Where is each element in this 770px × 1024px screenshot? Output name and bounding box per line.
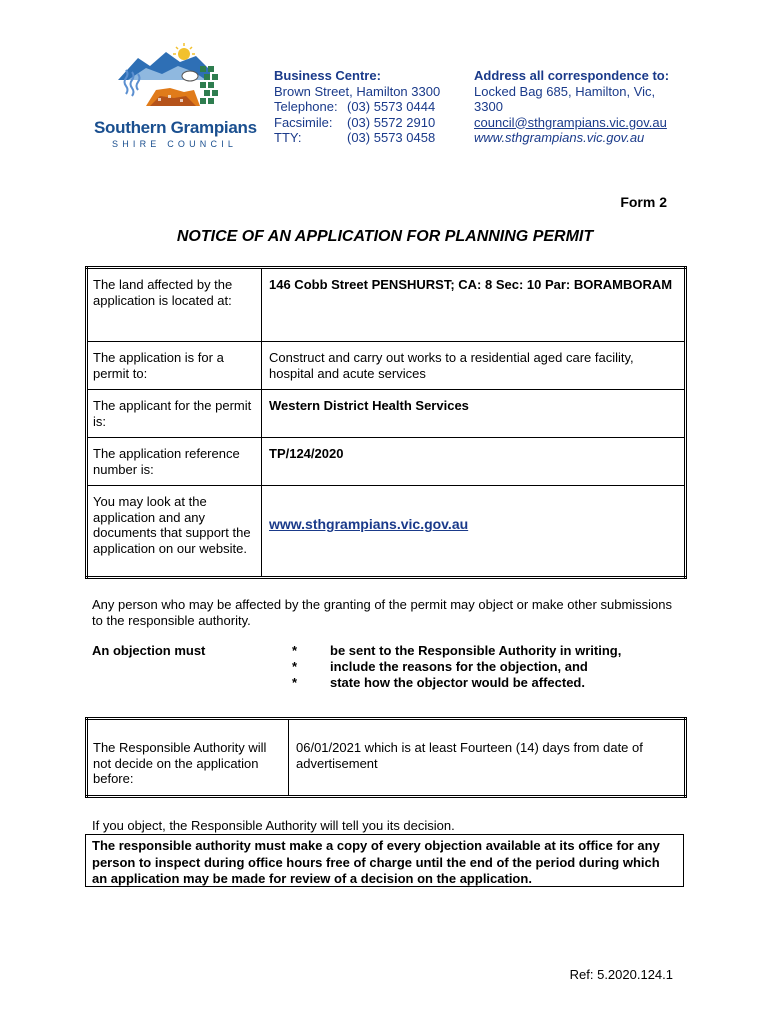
objection-points bbox=[290, 643, 621, 692]
council-logo bbox=[88, 40, 258, 155]
business-street: Brown Street, Hamilton 3300 bbox=[274, 83, 441, 99]
bullet-star: * bbox=[292, 675, 298, 691]
objection-label: An objection must bbox=[92, 643, 206, 658]
correspondence-line1: Locked Bag 685, Hamilton, Vic, bbox=[474, 83, 656, 99]
purpose-label: The application is for a permit to: bbox=[87, 342, 262, 390]
notice-box: The responsible authority must make a copy of every objection available at its office for any person to inspect during office hours free of charge until the end of the period during which an application may be made for review of a decision on the application. bbox=[85, 834, 684, 887]
bullet-star: * bbox=[292, 643, 298, 658]
website-link[interactable]: www.sthgrampians.vic.gov.au bbox=[269, 516, 469, 532]
applicant-value: Western District Health Services bbox=[262, 390, 686, 438]
southern-grampians-logo-icon bbox=[88, 40, 258, 120]
business-contacts bbox=[274, 99, 440, 146]
correspondence bbox=[474, 68, 669, 146]
objection-point: be sent to the Responsible Authority in writing, bbox=[330, 643, 622, 658]
business-centre bbox=[274, 68, 440, 146]
decision-value: 06/01/2021 which is at least Fourteen (14) days from date of advertisement bbox=[289, 719, 686, 797]
website-cell bbox=[262, 486, 686, 578]
bullet-star: * bbox=[292, 659, 298, 675]
decision-label: The Responsible Authority will not decide on the application before: bbox=[87, 719, 289, 797]
phone-value: (03) 5573 0444 bbox=[347, 99, 436, 114]
applicant-label: The applicant for the permit is: bbox=[87, 390, 262, 438]
table-row bbox=[87, 342, 686, 390]
fax-label: Facsimile: bbox=[274, 114, 333, 130]
council-website-text: www.sthgrampians.vic.gov.au bbox=[474, 130, 645, 145]
reference-value: TP/124/2020 bbox=[262, 438, 686, 486]
fax-value: (03) 5572 2910 bbox=[347, 114, 436, 130]
land-label: The land affected by the application is located at: bbox=[87, 268, 262, 342]
logo-name: Southern Grampians bbox=[94, 118, 257, 137]
reference-label: The application reference number is: bbox=[87, 438, 262, 486]
objection-point: state how the objector would be affected. bbox=[330, 675, 585, 691]
form-number: Form 2 bbox=[620, 194, 667, 210]
purpose-value: Construct and carry out works to a residential aged care facility, hospital and acute services bbox=[262, 342, 686, 390]
objection-point: include the reasons for the objection, and bbox=[330, 659, 588, 675]
decision-table bbox=[85, 717, 687, 798]
table-row bbox=[87, 390, 686, 438]
logo-subtitle: SHIRE COUNCIL bbox=[112, 139, 238, 149]
table-row bbox=[87, 486, 686, 578]
tty-value: (03) 5573 0458 bbox=[347, 130, 436, 145]
table-row bbox=[87, 438, 686, 486]
objection-intro: Any person who may be affected by the granting of the permit may object or make other submissions to the responsible authority. bbox=[92, 597, 673, 628]
phone-label: Telephone: bbox=[274, 99, 338, 114]
website-label: You may look at the application and any documents that support the application on our website. bbox=[87, 486, 262, 578]
list-item bbox=[290, 675, 621, 691]
list-item bbox=[290, 643, 621, 659]
page-title: NOTICE OF AN APPLICATION FOR PLANNING PERMIT bbox=[176, 228, 594, 245]
table-row bbox=[87, 719, 686, 797]
council-email-link[interactable]: council@sthgrampians.vic.gov.au bbox=[474, 114, 667, 130]
correspondence-line2: 3300 bbox=[474, 99, 503, 114]
correspondence-heading: Address all correspondence to: bbox=[474, 68, 670, 83]
business-heading: Business Centre: bbox=[274, 68, 381, 83]
land-value: 146 Cobb Street PENSHURST; CA: 8 Sec: 10 Par: BORAMBORAM bbox=[262, 268, 686, 342]
table-row bbox=[87, 268, 686, 342]
tty-label: TTY: bbox=[274, 130, 302, 145]
decision-note: If you object, the Responsible Authority will tell you its decision. bbox=[92, 818, 455, 833]
list-item bbox=[290, 659, 621, 675]
application-details-table bbox=[85, 266, 687, 579]
document-reference: Ref: 5.2020.124.1 bbox=[569, 967, 673, 982]
